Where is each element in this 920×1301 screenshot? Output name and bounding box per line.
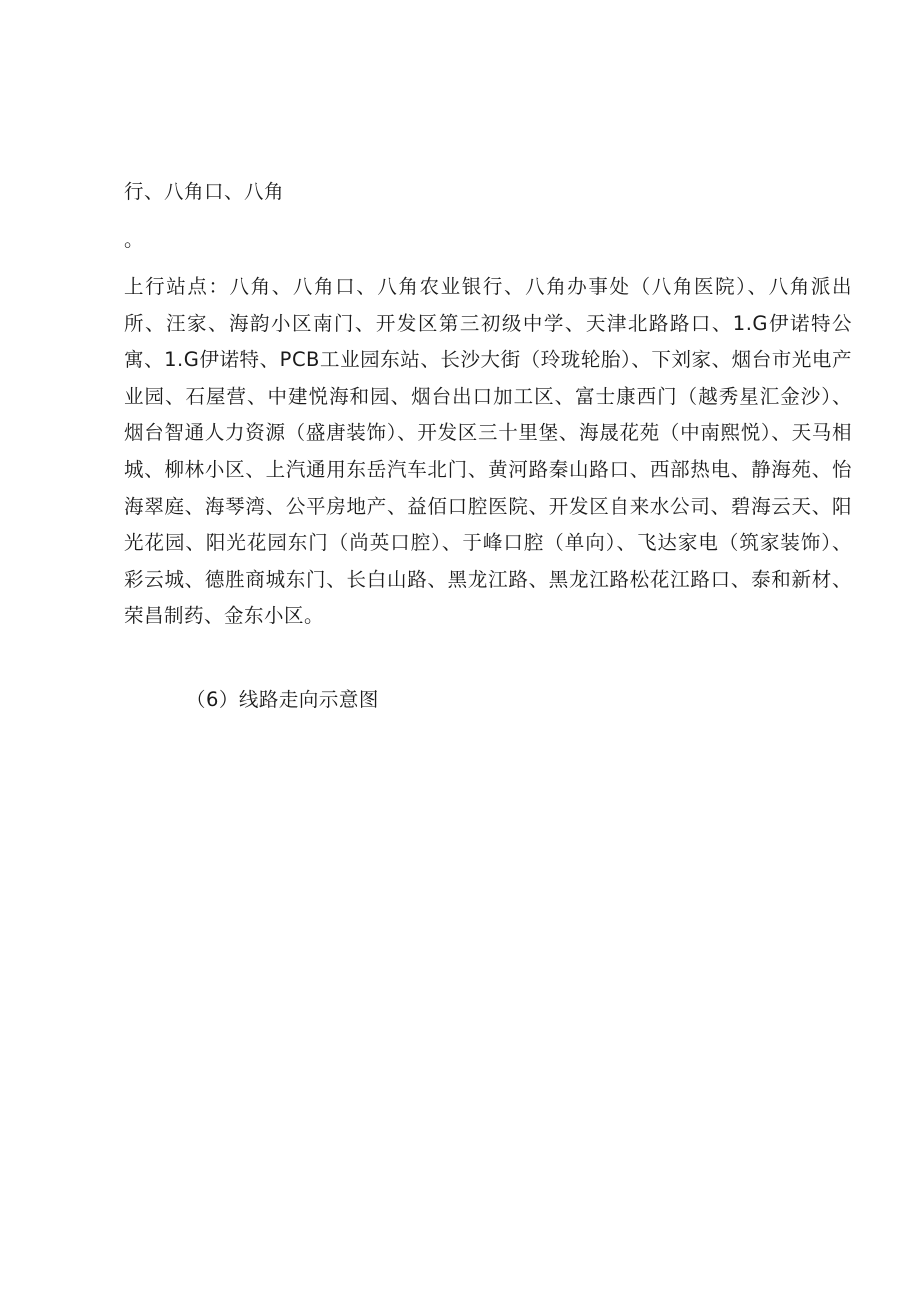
up-stations-paragraph: 上行站点：八角、八角口、八角农业银行、八角办事处（八角医院）、八角派出所、汪家、海韵小区南门、开发区第三初级中学、天津北路路口、1.G伊诺特公寓、1.G伊诺特、PCB工业园东站、长沙大街（玲珑轮胎）、下刘家、烟台市光电产业园、石屋营、中建悦海和园、烟台出口加工区、富士康西门（越秀星汇金沙）、烟台智通人力资源（盛唐装饰）、开发区三十里堡、海晟花苑（中南熙悦）、天马相城、柳林小区、上汽通用东岳汽车北门、黄河路秦山路口、西部热电、静海苑、怡海翠庭、海琴湾、公平房地产、益佰口腔医院、开发区自来水公司、碧海云天、阳光花园、阳光花园东门（尚英口腔）、于峰口腔（单向）、飞达家电（筑家装饰）、彩云城、德胜商城东门、长白山路、黑龙江路、黑龙江路松花江路口、泰和新材、荣昌制药、金东小区。	[124, 275, 852, 628]
continued-station-line: 行、八角口、八角	[124, 180, 285, 203]
period-line: 。	[124, 228, 145, 251]
section-heading: （6）线路走向示意图	[186, 688, 379, 711]
